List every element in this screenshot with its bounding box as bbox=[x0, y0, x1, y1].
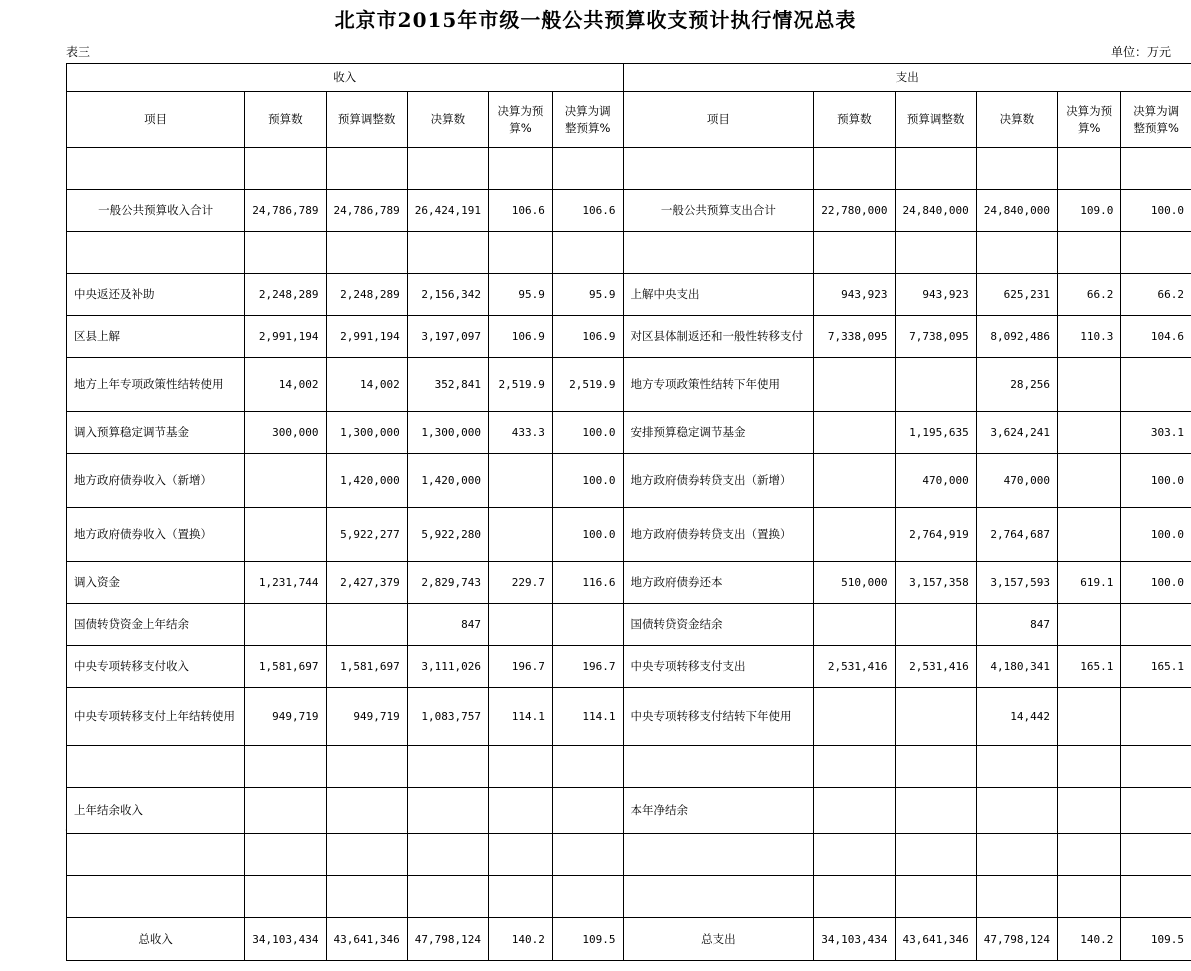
income-item-cell bbox=[67, 834, 245, 876]
column-header: 预算数 bbox=[245, 92, 326, 148]
income-value-cell: 14,002 bbox=[245, 358, 326, 412]
expense-value-cell: 22,780,000 bbox=[814, 190, 895, 232]
income-value-cell: 95.9 bbox=[489, 274, 553, 316]
income-value-cell bbox=[326, 148, 407, 190]
expense-value-cell: 104.6 bbox=[1121, 316, 1191, 358]
expense-value-cell bbox=[1121, 876, 1191, 918]
column-header-row bbox=[67, 92, 1191, 148]
column-header: 决算为预算% bbox=[1058, 92, 1121, 148]
income-value-cell: 1,231,744 bbox=[245, 562, 326, 604]
expense-value-cell bbox=[814, 876, 895, 918]
expense-value-cell bbox=[976, 746, 1057, 788]
income-value-cell: 3,111,026 bbox=[407, 646, 488, 688]
expense-value-cell: 110.3 bbox=[1058, 316, 1121, 358]
expense-value-cell: 470,000 bbox=[895, 454, 976, 508]
income-value-cell bbox=[326, 746, 407, 788]
income-value-cell: 433.3 bbox=[489, 412, 553, 454]
income-value-cell bbox=[489, 232, 553, 274]
table-row bbox=[67, 746, 1191, 788]
income-item-cell: 调入资金 bbox=[67, 562, 245, 604]
income-value-cell bbox=[245, 232, 326, 274]
income-value-cell: 1,083,757 bbox=[407, 688, 488, 746]
income-value-cell: 114.1 bbox=[552, 688, 623, 746]
column-header: 决算为调整预算% bbox=[552, 92, 623, 148]
expense-value-cell: 1,195,635 bbox=[895, 412, 976, 454]
expense-item-cell: 地方政府债券转贷支出（新增） bbox=[623, 454, 814, 508]
income-item-cell: 国债转贷资金上年结余 bbox=[67, 604, 245, 646]
expense-value-cell bbox=[895, 148, 976, 190]
income-value-cell bbox=[245, 834, 326, 876]
expense-value-cell bbox=[1058, 834, 1121, 876]
income-item-cell: 调入预算稳定调节基金 bbox=[67, 412, 245, 454]
expense-value-cell bbox=[814, 788, 895, 834]
income-item-cell: 一般公共预算收入合计 bbox=[67, 190, 245, 232]
income-value-cell: 106.6 bbox=[552, 190, 623, 232]
income-value-cell bbox=[552, 604, 623, 646]
income-value-cell: 352,841 bbox=[407, 358, 488, 412]
income-value-cell: 1,581,697 bbox=[326, 646, 407, 688]
income-value-cell bbox=[245, 746, 326, 788]
expense-value-cell bbox=[1058, 454, 1121, 508]
expense-item-cell: 中央专项转移支付支出 bbox=[623, 646, 814, 688]
income-value-cell: 1,300,000 bbox=[407, 412, 488, 454]
expense-value-cell: 165.1 bbox=[1121, 646, 1191, 688]
expense-item-cell: 中央专项转移支付结转下年使用 bbox=[623, 688, 814, 746]
income-value-cell: 106.6 bbox=[489, 190, 553, 232]
expense-item-cell: 地方专项政策性结转下年使用 bbox=[623, 358, 814, 412]
income-value-cell bbox=[326, 876, 407, 918]
expense-value-cell bbox=[976, 876, 1057, 918]
expense-value-cell bbox=[1121, 358, 1191, 412]
income-value-cell: 949,719 bbox=[245, 688, 326, 746]
expense-item-cell bbox=[623, 876, 814, 918]
column-header: 预算数 bbox=[814, 92, 895, 148]
income-item-cell bbox=[67, 876, 245, 918]
income-value-cell: 1,581,697 bbox=[245, 646, 326, 688]
expense-value-cell: 14,442 bbox=[976, 688, 1057, 746]
income-item-cell: 中央专项转移支付上年结转使用 bbox=[67, 688, 245, 746]
income-value-cell bbox=[326, 788, 407, 834]
expense-item-cell: 一般公共预算支出合计 bbox=[623, 190, 814, 232]
expense-value-cell bbox=[976, 232, 1057, 274]
table-number: 表三 bbox=[66, 45, 91, 59]
income-value-cell bbox=[552, 746, 623, 788]
expense-item-cell bbox=[623, 746, 814, 788]
expense-value-cell: 943,923 bbox=[814, 274, 895, 316]
expense-value-cell bbox=[1058, 358, 1121, 412]
income-value-cell: 949,719 bbox=[326, 688, 407, 746]
income-value-cell: 1,300,000 bbox=[326, 412, 407, 454]
income-value-cell: 2,991,194 bbox=[326, 316, 407, 358]
income-value-cell: 43,641,346 bbox=[326, 918, 407, 961]
expense-value-cell bbox=[1121, 688, 1191, 746]
section-header-row bbox=[67, 64, 1191, 92]
column-header: 预算调整数 bbox=[895, 92, 976, 148]
income-value-cell bbox=[552, 788, 623, 834]
expense-value-cell: 100.0 bbox=[1121, 190, 1191, 232]
expense-value-cell bbox=[1058, 604, 1121, 646]
income-value-cell: 34,103,434 bbox=[245, 918, 326, 961]
income-value-cell: 2,519.9 bbox=[489, 358, 553, 412]
table-row bbox=[67, 148, 1191, 190]
expense-item-cell: 本年净结余 bbox=[623, 788, 814, 834]
table-row bbox=[67, 688, 1191, 746]
expense-value-cell bbox=[814, 604, 895, 646]
income-item-cell bbox=[67, 148, 245, 190]
income-value-cell: 5,922,277 bbox=[326, 508, 407, 562]
income-item-cell: 中央返还及补助 bbox=[67, 274, 245, 316]
income-value-cell bbox=[489, 454, 553, 508]
expense-value-cell: 100.0 bbox=[1121, 454, 1191, 508]
column-header: 项目 bbox=[67, 92, 245, 148]
table-row bbox=[67, 918, 1191, 961]
income-item-cell: 中央专项转移支付收入 bbox=[67, 646, 245, 688]
income-value-cell bbox=[407, 746, 488, 788]
income-value-cell bbox=[552, 232, 623, 274]
income-value-cell: 100.0 bbox=[552, 412, 623, 454]
expense-value-cell: 66.2 bbox=[1058, 274, 1121, 316]
expense-value-cell: 943,923 bbox=[895, 274, 976, 316]
income-value-cell bbox=[552, 148, 623, 190]
income-value-cell bbox=[489, 834, 553, 876]
expense-value-cell: 34,103,434 bbox=[814, 918, 895, 961]
expense-value-cell bbox=[1058, 746, 1121, 788]
expense-item-cell bbox=[623, 232, 814, 274]
expense-value-cell: 847 bbox=[976, 604, 1057, 646]
expense-value-cell bbox=[1121, 788, 1191, 834]
income-section-header: 收入 bbox=[67, 64, 624, 92]
table-row bbox=[67, 316, 1191, 358]
expense-value-cell: 7,338,095 bbox=[814, 316, 895, 358]
expense-item-cell bbox=[623, 148, 814, 190]
table-row bbox=[67, 232, 1191, 274]
income-value-cell: 109.5 bbox=[552, 918, 623, 961]
expense-value-cell bbox=[895, 834, 976, 876]
table-row bbox=[67, 562, 1191, 604]
income-value-cell: 196.7 bbox=[552, 646, 623, 688]
expense-value-cell: 2,531,416 bbox=[895, 646, 976, 688]
expense-value-cell bbox=[1058, 788, 1121, 834]
income-value-cell: 14,002 bbox=[326, 358, 407, 412]
expense-value-cell bbox=[895, 232, 976, 274]
income-value-cell: 196.7 bbox=[489, 646, 553, 688]
income-value-cell: 3,197,097 bbox=[407, 316, 488, 358]
income-value-cell bbox=[407, 788, 488, 834]
expense-value-cell: 100.0 bbox=[1121, 508, 1191, 562]
income-item-cell: 总收入 bbox=[67, 918, 245, 961]
expense-value-cell: 3,157,593 bbox=[976, 562, 1057, 604]
income-value-cell: 847 bbox=[407, 604, 488, 646]
income-value-cell: 106.9 bbox=[489, 316, 553, 358]
expense-value-cell: 2,764,687 bbox=[976, 508, 1057, 562]
income-value-cell: 24,786,789 bbox=[245, 190, 326, 232]
income-value-cell: 5,922,280 bbox=[407, 508, 488, 562]
income-value-cell bbox=[489, 876, 553, 918]
expense-value-cell bbox=[814, 232, 895, 274]
table-row bbox=[67, 190, 1191, 232]
expense-value-cell: 24,840,000 bbox=[895, 190, 976, 232]
expense-value-cell bbox=[1058, 688, 1121, 746]
expense-item-cell: 对区县体制返还和一般性转移支付 bbox=[623, 316, 814, 358]
table-row bbox=[67, 358, 1191, 412]
column-header: 决算数 bbox=[407, 92, 488, 148]
income-value-cell bbox=[326, 604, 407, 646]
table-row bbox=[67, 274, 1191, 316]
expense-item-cell: 上解中央支出 bbox=[623, 274, 814, 316]
expense-value-cell: 140.2 bbox=[1058, 918, 1121, 961]
expense-value-cell bbox=[814, 358, 895, 412]
expense-item-cell: 国债转贷资金结余 bbox=[623, 604, 814, 646]
expense-value-cell bbox=[895, 788, 976, 834]
expense-value-cell bbox=[814, 508, 895, 562]
expense-value-cell: 24,840,000 bbox=[976, 190, 1057, 232]
expense-value-cell bbox=[895, 746, 976, 788]
expense-value-cell bbox=[814, 746, 895, 788]
expense-value-cell: 2,764,919 bbox=[895, 508, 976, 562]
expense-value-cell: 470,000 bbox=[976, 454, 1057, 508]
income-value-cell bbox=[326, 232, 407, 274]
expense-section-header: 支出 bbox=[623, 64, 1191, 92]
expense-value-cell bbox=[895, 688, 976, 746]
column-header: 决算为调整预算% bbox=[1121, 92, 1191, 148]
expense-value-cell: 510,000 bbox=[814, 562, 895, 604]
expense-value-cell bbox=[1058, 232, 1121, 274]
expense-value-cell bbox=[1121, 148, 1191, 190]
income-value-cell: 95.9 bbox=[552, 274, 623, 316]
income-value-cell bbox=[552, 876, 623, 918]
income-value-cell bbox=[489, 604, 553, 646]
income-value-cell: 100.0 bbox=[552, 454, 623, 508]
expense-value-cell: 28,256 bbox=[976, 358, 1057, 412]
income-value-cell: 47,798,124 bbox=[407, 918, 488, 961]
expense-value-cell bbox=[976, 834, 1057, 876]
unit-label: 单位：万元 bbox=[1110, 45, 1171, 59]
expense-value-cell: 100.0 bbox=[1121, 562, 1191, 604]
expense-value-cell bbox=[895, 876, 976, 918]
expense-value-cell: 4,180,341 bbox=[976, 646, 1057, 688]
income-item-cell: 地方上年专项政策性结转使用 bbox=[67, 358, 245, 412]
expense-value-cell: 66.2 bbox=[1121, 274, 1191, 316]
expense-value-cell: 2,531,416 bbox=[814, 646, 895, 688]
expense-value-cell bbox=[1121, 834, 1191, 876]
table-row bbox=[67, 604, 1191, 646]
income-item-cell bbox=[67, 746, 245, 788]
income-value-cell bbox=[245, 454, 326, 508]
expense-value-cell: 109.0 bbox=[1058, 190, 1121, 232]
income-value-cell: 2,248,289 bbox=[245, 274, 326, 316]
expense-item-cell bbox=[623, 834, 814, 876]
income-item-cell bbox=[67, 232, 245, 274]
income-value-cell bbox=[245, 604, 326, 646]
margin-mark: · bbox=[65, 826, 68, 835]
expense-item-cell: 地方政府债券还本 bbox=[623, 562, 814, 604]
income-value-cell: 229.7 bbox=[489, 562, 553, 604]
expense-value-cell: 109.5 bbox=[1121, 918, 1191, 961]
income-value-cell: 2,156,342 bbox=[407, 274, 488, 316]
income-value-cell: 2,519.9 bbox=[552, 358, 623, 412]
expense-value-cell: 43,641,346 bbox=[895, 918, 976, 961]
expense-value-cell bbox=[1058, 148, 1121, 190]
income-value-cell: 24,786,789 bbox=[326, 190, 407, 232]
expense-value-cell: 7,738,095 bbox=[895, 316, 976, 358]
income-value-cell: 1,420,000 bbox=[407, 454, 488, 508]
income-value-cell bbox=[245, 876, 326, 918]
income-item-cell: 地方政府债券收入（置换） bbox=[67, 508, 245, 562]
expense-value-cell bbox=[1058, 508, 1121, 562]
expense-value-cell bbox=[814, 454, 895, 508]
income-item-cell: 上年结余收入 bbox=[67, 788, 245, 834]
table-row bbox=[67, 788, 1191, 834]
expense-item-cell: 总支出 bbox=[623, 918, 814, 961]
income-value-cell bbox=[489, 746, 553, 788]
table-row bbox=[67, 508, 1191, 562]
expense-value-cell bbox=[814, 834, 895, 876]
income-value-cell bbox=[407, 148, 488, 190]
expense-value-cell bbox=[1058, 412, 1121, 454]
expense-value-cell: 619.1 bbox=[1058, 562, 1121, 604]
income-value-cell: 114.1 bbox=[489, 688, 553, 746]
table-row bbox=[67, 646, 1191, 688]
expense-value-cell bbox=[814, 412, 895, 454]
income-value-cell: 2,829,743 bbox=[407, 562, 488, 604]
income-value-cell bbox=[245, 788, 326, 834]
table-row bbox=[67, 454, 1191, 508]
income-value-cell bbox=[489, 508, 553, 562]
expense-value-cell bbox=[1121, 232, 1191, 274]
income-value-cell bbox=[489, 788, 553, 834]
income-item-cell: 地方政府债券收入（新增） bbox=[67, 454, 245, 508]
expense-value-cell: 8,092,486 bbox=[976, 316, 1057, 358]
table-row bbox=[67, 412, 1191, 454]
expense-value-cell bbox=[895, 604, 976, 646]
income-value-cell bbox=[407, 232, 488, 274]
income-value-cell: 2,248,289 bbox=[326, 274, 407, 316]
column-header: 项目 bbox=[623, 92, 814, 148]
income-value-cell: 2,991,194 bbox=[245, 316, 326, 358]
income-value-cell: 300,000 bbox=[245, 412, 326, 454]
income-value-cell: 140.2 bbox=[489, 918, 553, 961]
expense-value-cell: 3,624,241 bbox=[976, 412, 1057, 454]
income-value-cell bbox=[245, 148, 326, 190]
column-header: 决算为预算% bbox=[489, 92, 553, 148]
expense-item-cell: 地方政府债券转贷支出（置换） bbox=[623, 508, 814, 562]
expense-value-cell: 3,157,358 bbox=[895, 562, 976, 604]
income-value-cell bbox=[407, 876, 488, 918]
income-value-cell: 116.6 bbox=[552, 562, 623, 604]
income-value-cell: 106.9 bbox=[552, 316, 623, 358]
expense-value-cell: 625,231 bbox=[976, 274, 1057, 316]
expense-value-cell bbox=[1058, 876, 1121, 918]
table-row bbox=[67, 876, 1191, 918]
income-value-cell bbox=[326, 834, 407, 876]
report-title: 北京市2015年市级一般公共预算收支预计执行情况总表 bbox=[334, 8, 857, 32]
income-value-cell bbox=[489, 148, 553, 190]
expense-value-cell bbox=[976, 788, 1057, 834]
income-value-cell: 100.0 bbox=[552, 508, 623, 562]
income-value-cell: 2,427,379 bbox=[326, 562, 407, 604]
expense-value-cell bbox=[1121, 746, 1191, 788]
expense-value-cell bbox=[976, 148, 1057, 190]
expense-value-cell: 47,798,124 bbox=[976, 918, 1057, 961]
budget-table bbox=[66, 63, 1191, 961]
column-header: 预算调整数 bbox=[326, 92, 407, 148]
income-value-cell bbox=[245, 508, 326, 562]
expense-value-cell bbox=[895, 358, 976, 412]
income-value-cell: 26,424,191 bbox=[407, 190, 488, 232]
table-row bbox=[67, 834, 1191, 876]
expense-value-cell bbox=[1121, 604, 1191, 646]
income-value-cell bbox=[407, 834, 488, 876]
expense-item-cell: 安排预算稳定调节基金 bbox=[623, 412, 814, 454]
income-value-cell bbox=[552, 834, 623, 876]
income-value-cell: 1,420,000 bbox=[326, 454, 407, 508]
expense-value-cell: 303.1 bbox=[1121, 412, 1191, 454]
column-header: 决算数 bbox=[976, 92, 1057, 148]
expense-value-cell bbox=[814, 148, 895, 190]
expense-value-cell bbox=[814, 688, 895, 746]
income-item-cell: 区县上解 bbox=[67, 316, 245, 358]
expense-value-cell: 165.1 bbox=[1058, 646, 1121, 688]
